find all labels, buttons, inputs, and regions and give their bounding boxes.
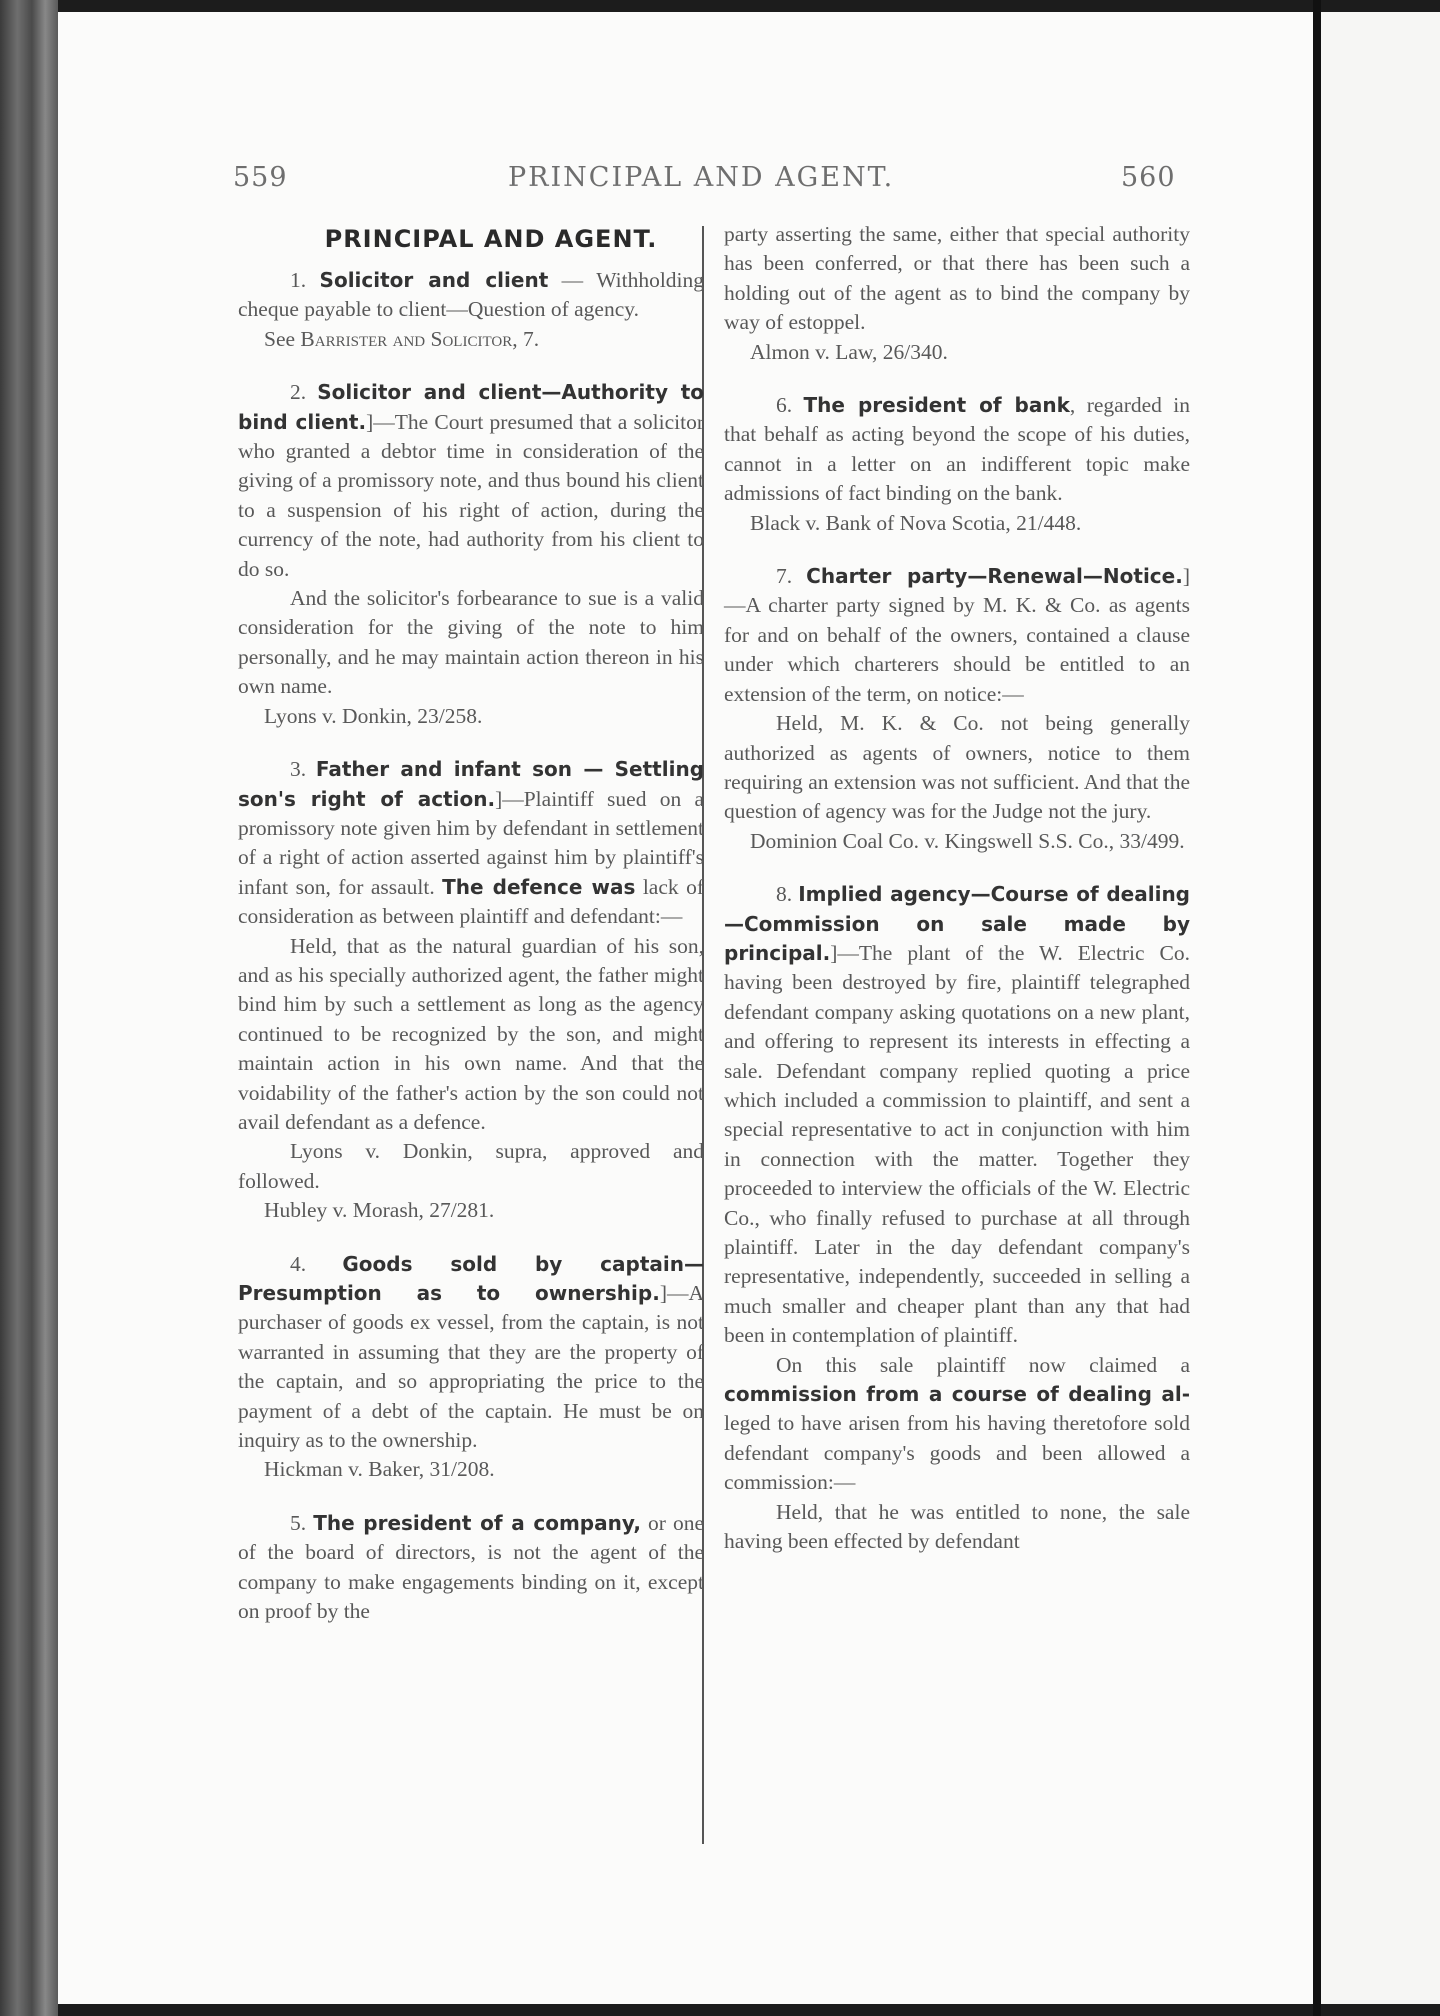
entry-6: [724, 391, 1190, 538]
entry-4: [238, 1250, 704, 1485]
entry-3-held: Held, that as the natural guardian of his son, and as his specially authorized agent, the father might bind him by such a settlement as long as the agency continued to be recognized by the son, and might maintain action in his own name. And that the voidability of the father's action by the son could not avail defendant as a defence.: [238, 933, 704, 1134]
para-end: leged to have arisen from his having theretofore sold defendant company's goods and been allowed a commission:—: [724, 1411, 1190, 1495]
book-spine: [0, 0, 58, 2016]
entry-number: 7.: [776, 564, 793, 589]
right-column: [724, 220, 1190, 1556]
entry-body: , regarded in that behalf as acting beyond the scope of his duties, cannot in a letter on an indifferent topic make admissions of fact binding on the bank.: [724, 393, 1191, 506]
entry-title: The president of a company,: [313, 1510, 641, 1535]
entry-body: ]—The Court presumed that a solicitor who granted a debtor time in consideration of the giving of a promissory note, and thus bound his client to a suspension of his right of action, during the currency of the note, had authority from his client to do so.: [238, 409, 705, 581]
entry-body: ]—A purchaser of goods ex vessel, from the captain, is not warranted in assuming that they are the property of the captain, and so appropriating the price to the payment of a debt of the captain. He must be on inquiry as to the ownership.: [238, 1281, 704, 1453]
entry-title: Solicitor and client—Authority to bind client.: [238, 380, 704, 434]
case-citation: Lyons v. Donkin, 23/258.: [264, 703, 483, 728]
entry-number: 2.: [290, 380, 307, 405]
entry-7-held: Held, M. K. & Co. not being generally authorized as agents of owners, notice to them requiring an extension was not sufficient. And that the question of agency was for the Judge not the jury.: [724, 711, 1190, 824]
entry-6-text: [724, 391, 1190, 509]
entry-7: [724, 562, 1190, 856]
para-bold-phrase: commission from a course of dealing al-: [724, 1382, 1190, 1407]
entry-body: ]—Plaintiff sued on a promissory note given him by defendant in settlement of a right of action asserted against him by plaintiff's infant son, for assault.: [238, 786, 705, 899]
section-heading: PRINCIPAL AND AGENT.: [324, 225, 658, 253]
entry-number: 5.: [290, 1510, 307, 1535]
entry-8-held: Held, that he was entitled to none, the sale having been effected by defendant: [724, 1499, 1190, 1554]
entry-title: Implied agency—Course of dealing—Commission on sale made by principal.: [724, 882, 1190, 965]
entry-5: [238, 1509, 704, 1627]
case-citation: Dominion Coal Co. v. Kingswell S.S. Co., 33/499.: [750, 828, 1185, 853]
entry-body: ]—A charter party signed by M. K. & Co. as agents for and on behalf of the owners, contained a clause under which charterers should be entitled to an extension of the term, on notice:—: [724, 564, 1190, 706]
case-citation: Hickman v. Baker, 31/208.: [264, 1457, 495, 1482]
entry-title: Charter party—Renewal—Notice.: [806, 564, 1183, 589]
entry-number: 1.: [290, 268, 307, 292]
entry-body: or one of the board of directors, is not the agent of the company to make engagements binding on it, except on proof by the: [238, 1510, 704, 1624]
entry-body: ]—The plant of the W. Electric Co. having been destroyed by fire, plaintiff telegraphed defendant company asking quotations on a new plant, and offering to represent its interests in effecting a sale. Defendant company replied quoting a price which included a commission to plaintiff, and sent a special representative to act in conjunction with him in connection with the matter. Together they proceeded to interview the officials of the W. Electric Co., who finally refused to purchase at all through plaintiff. Later in the day defendant company's representative, independently, succeeded in selling a much smaller and cheaper plant than any that had been in contemplation of plaintiff.: [724, 940, 1190, 1348]
entry-5-text: [238, 1509, 704, 1627]
case-citation: Hubley v. Morash, 27/281.: [264, 1198, 495, 1223]
facing-page-edge: [1321, 12, 1440, 2004]
entry-number: 8.: [776, 882, 793, 907]
entry-title: The president of bank: [803, 393, 1070, 418]
right-page-number: 560: [1121, 162, 1176, 193]
see-suffix: , 7.: [512, 326, 540, 351]
page-edge-shadow: [1313, 0, 1321, 2016]
see-prefix: See: [264, 326, 301, 351]
entry-5-cont-text: party asserting the same, either that special authority has been conferred, or that there has been such a holding out of the agent as to bind the company by way of estoppel.: [724, 222, 1190, 335]
entry-title: Father and infant son — Settling son's right of action.: [238, 757, 705, 811]
entry-2: [238, 378, 704, 731]
entry-number: 3.: [290, 757, 307, 782]
entry-1: [238, 266, 704, 354]
entry-body: — Withholding cheque payable to client—Question of agency.: [238, 268, 705, 322]
entry-3-text: [238, 755, 704, 931]
entry-8-text: [724, 880, 1190, 1351]
entry-body-cont: lack of consideration as between plaintiff and defendant:—: [238, 874, 704, 929]
entry-number: 6.: [776, 393, 793, 418]
left-column: [238, 220, 704, 1626]
see-ref: Barrister and Solicitor: [300, 326, 513, 351]
para-start: On this sale plaintiff now claimed a: [776, 1352, 1190, 1377]
entry-title: Solicitor and client: [319, 268, 549, 292]
entry-2-para2: And the solicitor's forbearance to sue is a valid consideration for the giving of the note to him personally, and he may maintain action thereon in his own name.: [238, 586, 704, 699]
entry-3: [238, 755, 704, 1226]
entry-3-followed: Lyons v. Donkin, supra, approved and followed.: [238, 1139, 704, 1193]
entry-7-text: [724, 562, 1190, 709]
entry-number: 4.: [290, 1251, 307, 1276]
running-title: PRINCIPAL AND AGENT.: [508, 162, 895, 193]
left-page-number: 559: [233, 162, 288, 193]
entry-bold-phrase: The defence was: [442, 874, 636, 899]
case-citation: Almon v. Law, 26/340.: [750, 339, 948, 364]
entry-1-text: [238, 266, 704, 325]
entry-8-para2: [724, 1351, 1190, 1498]
entry-4-text: [238, 1250, 704, 1456]
case-citation: Black v. Bank of Nova Scotia, 21/448.: [750, 510, 1082, 535]
entry-title: Goods sold by captain—Presumption as to ownership.: [238, 1251, 704, 1305]
entry-5-continued: [724, 220, 1190, 367]
see-reference: [238, 325, 704, 354]
entry-2-text: [238, 378, 704, 584]
entry-8: [724, 880, 1190, 1556]
